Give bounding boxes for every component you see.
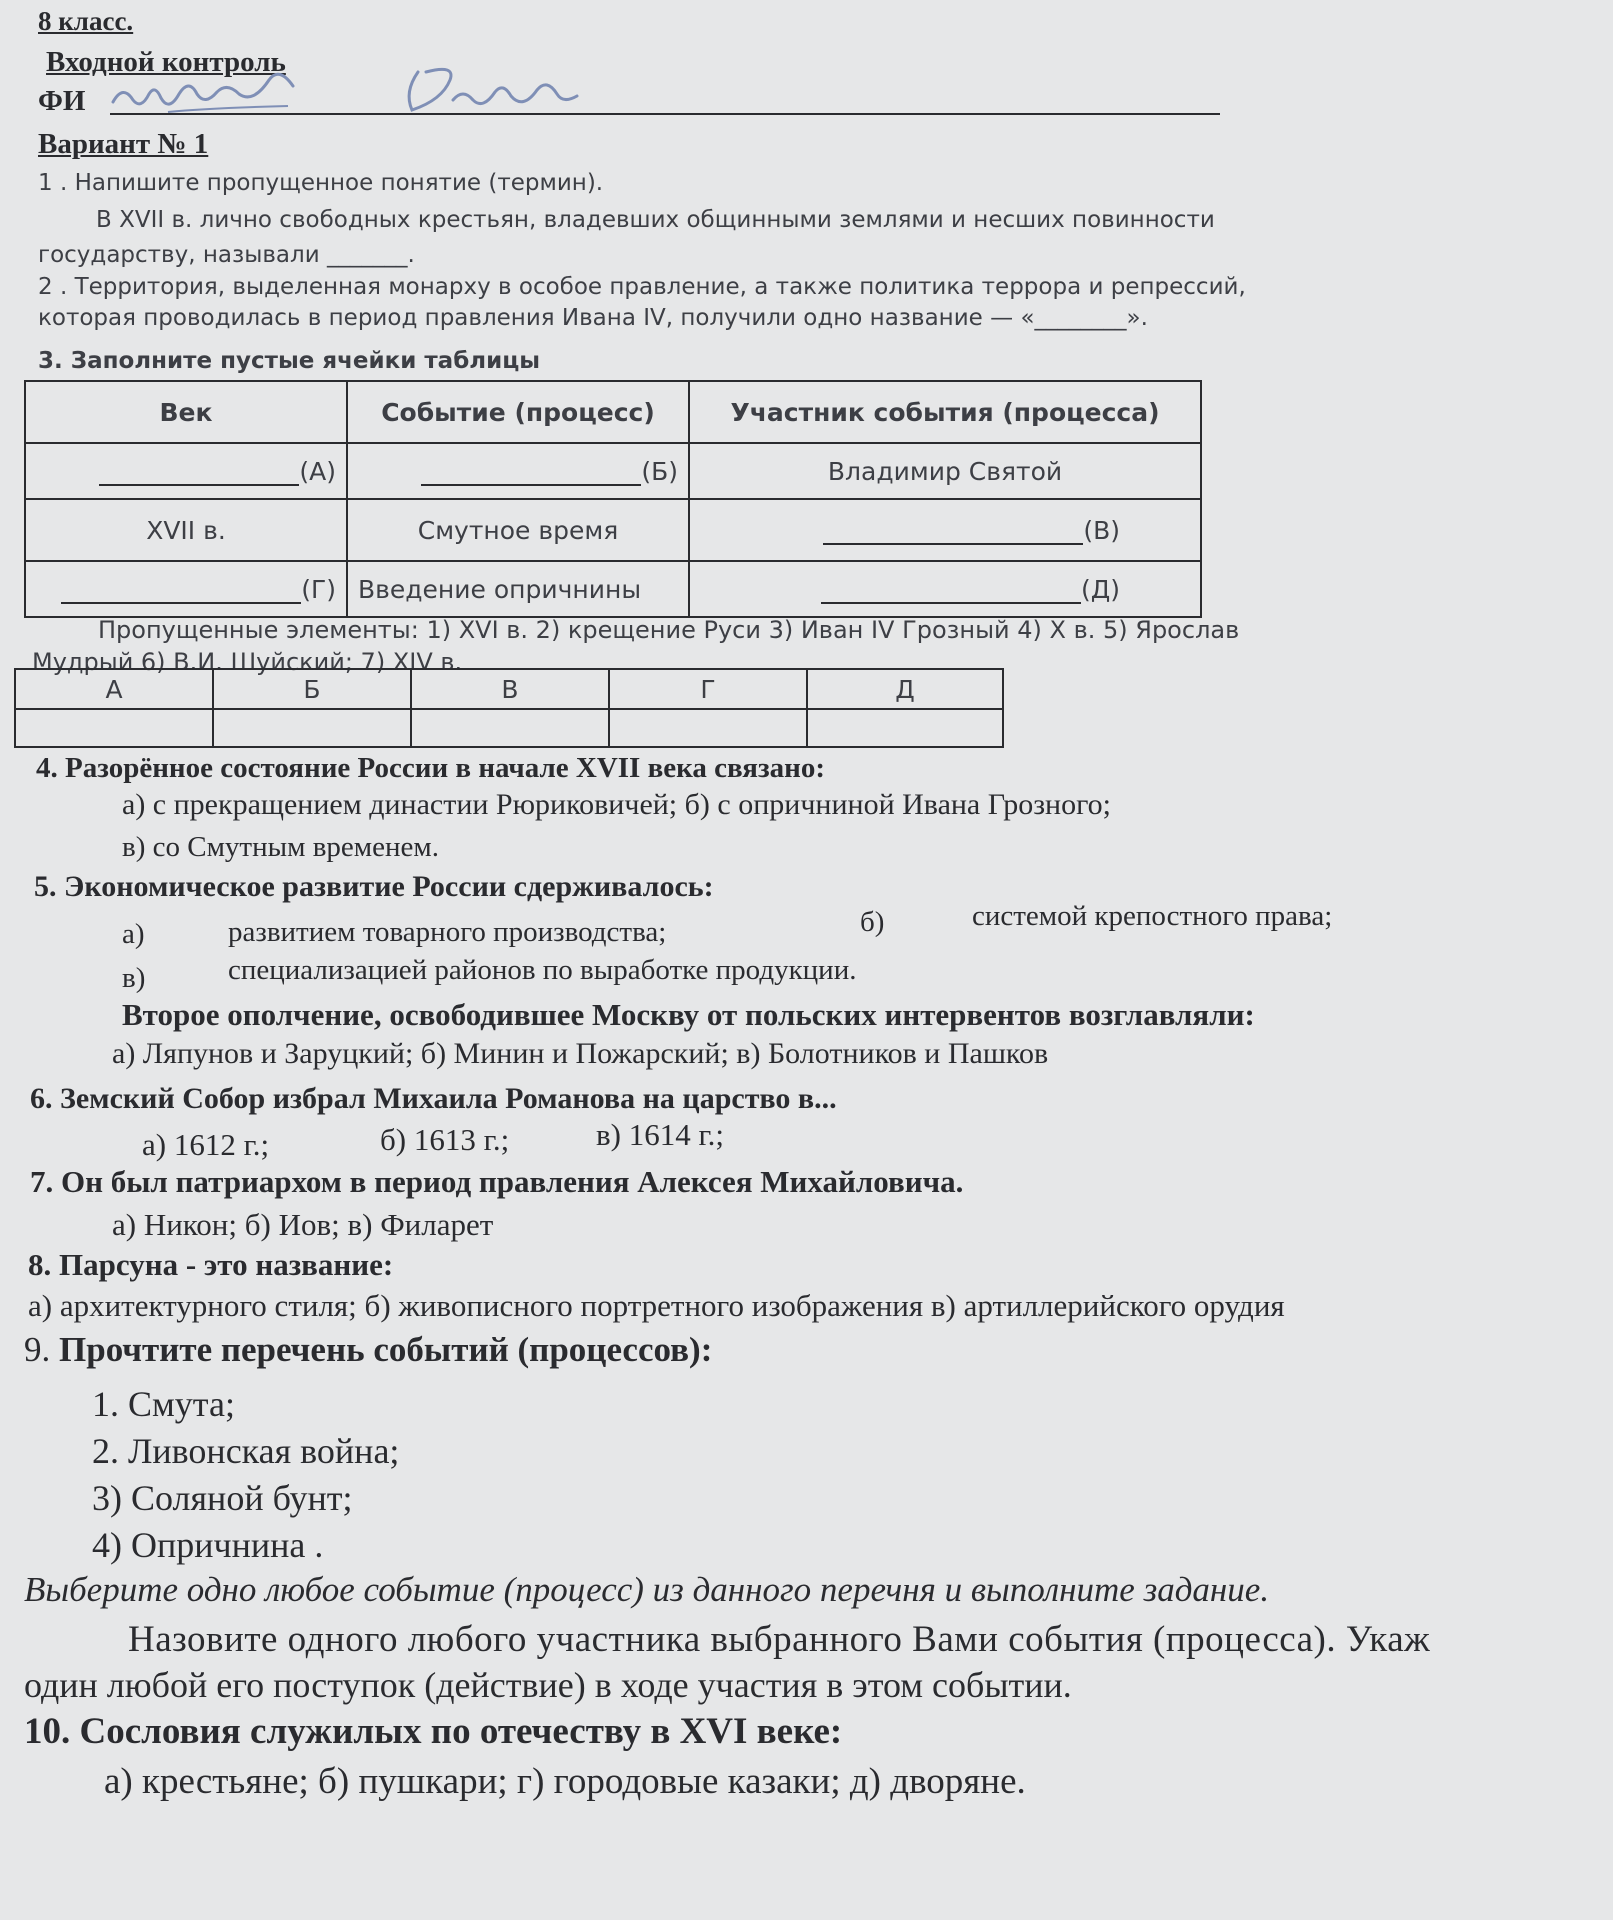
missing-elements-line2: Мудрый 6) В.И. Шуйский; 7) XIV в. [32, 648, 463, 676]
q6-option-a: а) 1612 г.; [142, 1127, 270, 1162]
table-header-cell: Век [25, 381, 347, 443]
q2-text-line2: которая проводилась в период правления Ивана IV, получили одно название — «________». [38, 305, 1148, 331]
table-row [25, 443, 1201, 499]
q8-title: 8. Парсуна - это название: [28, 1247, 394, 1282]
table-cell [689, 561, 1201, 617]
q6-option-b: б) 1613 г.; [380, 1122, 510, 1157]
q9-task2-line2: один любой его поступок (действие) в ходе участия в этом событии. [24, 1665, 1072, 1705]
militia-question-title: Второе ополчение, освободившее Москву от польских интервентов возглавляли: [122, 997, 1255, 1032]
answer-header-row [15, 669, 1003, 709]
q9-title [24, 1330, 712, 1370]
table-cell [347, 443, 689, 499]
q6-option-c: в) 1614 г.; [596, 1117, 725, 1152]
q10-title: 10. Сословия служилых по отечеству в XVI веке: [24, 1711, 843, 1752]
handwritten-name-signature [108, 62, 608, 122]
q9-item: 2. Ливонская война; [92, 1431, 400, 1471]
blank-marker: (Г) [301, 574, 336, 604]
q4-options-line2: в) со Смутным временем. [122, 831, 439, 863]
q3-title: 3. Заполните пустые ячейки таблицы [38, 348, 541, 374]
q5-option-b-marker: б) [860, 906, 885, 938]
q9-number: 9. [24, 1330, 59, 1369]
q9-item: 1. Смута; [92, 1384, 235, 1424]
q2-text-line1: 2 . Территория, выделенная монарху в особое правление, а также политика террора и репрессий, [38, 274, 1246, 300]
q7-options: а) Никон; б) Иов; в) Филарет [112, 1207, 494, 1242]
q9-item: 3) Соляной бунт; [92, 1478, 353, 1518]
q5-title: 5. Экономическое развитие России сдерживалось: [34, 870, 714, 903]
answer-table [14, 668, 1004, 748]
table-cell: Смутное время [347, 499, 689, 561]
answer-input-row [15, 709, 1003, 747]
q1-text-line2: государству, называли _______. [38, 242, 415, 268]
q1-title: 1 . Напишите пропущенное понятие (термин). [38, 170, 604, 196]
q9-task: Выберите одно любое событие (процесс) из данного перечня и выполните задание. [24, 1570, 1270, 1609]
table-header-row [25, 381, 1201, 443]
blank-marker: (Б) [641, 456, 678, 486]
q6-title: 6. Земский Собор избрал Михаила Романова на царство в... [30, 1082, 837, 1115]
q5-option-c-marker: в) [122, 962, 146, 994]
table-cell: XVII в. [25, 499, 347, 561]
q4-title: 4. Разорённое состояние России в начале XVII века связано: [36, 752, 826, 784]
answer-blank[interactable] [99, 458, 299, 486]
fi-label: ФИ [38, 85, 86, 117]
table-cell [25, 443, 347, 499]
answer-cell[interactable] [15, 709, 213, 747]
table-cell [25, 561, 347, 617]
table-cell: Введение опричнины [347, 561, 689, 617]
table-header-cell: Участник события (процесса) [689, 381, 1201, 443]
answer-cell[interactable] [213, 709, 411, 747]
blank-marker: (Д) [1080, 574, 1120, 604]
blank-marker: (А) [299, 456, 336, 486]
answer-cell[interactable] [609, 709, 807, 747]
missing-elements-line1: Пропущенные элементы: 1) XVI в. 2) крещение Руси 3) Иван IV Грозный 4) X в. 5) Ярослав [98, 616, 1240, 644]
grade-label: 8 класс. [38, 6, 134, 36]
answer-header-cell: Д [807, 669, 1003, 709]
table-row [25, 499, 1201, 561]
fill-table [24, 380, 1202, 618]
q5-option-a-marker: а) [122, 918, 145, 950]
q5-option-c: специализацией районов по выработке продукции. [228, 954, 857, 986]
answer-blank[interactable] [821, 576, 1081, 604]
q5-option-b: системой крепостного права; [972, 900, 1333, 932]
militia-question-options: а) Ляпунов и Заруцкий; б) Минин и Пожарский; в) Болотников и Пашков [112, 1037, 1049, 1070]
answer-blank[interactable] [421, 458, 641, 486]
answer-header-cell: Г [609, 669, 807, 709]
variant-label: Вариант № 1 [38, 128, 209, 160]
table-cell [689, 499, 1201, 561]
worksheet-title: Входной контроль [46, 46, 286, 78]
table-row [25, 561, 1201, 617]
q8-options: а) архитектурного стиля; б) живописного портретного изображения в) артиллерийского орудия [28, 1288, 1285, 1323]
q1-text-line1: В XVII в. лично свободных крестьян, владевших общинными землями и несших повинности [96, 207, 1215, 233]
table-cell: Владимир Святой [689, 443, 1201, 499]
q9-title-text: Прочтите перечень событий (процессов): [59, 1330, 713, 1369]
blank-marker: (В) [1083, 515, 1120, 545]
answer-cell[interactable] [411, 709, 609, 747]
answer-cell[interactable] [807, 709, 1003, 747]
q9-task2-line1: Назовите одного любого участника выбранного Вами события (процесса). Укаж [128, 1619, 1431, 1660]
q10-options: а) крестьяне; б) пушкари; г) городовые казаки; д) дворяне. [104, 1761, 1026, 1802]
answer-header-cell: В [411, 669, 609, 709]
answer-blank[interactable] [823, 517, 1083, 545]
table-header-cell: Событие (процесс) [347, 381, 689, 443]
q4-options-line1: а) с прекращением династии Рюриковичей; б) с опричниной Ивана Грозного; [122, 788, 1112, 821]
q5-option-a: развитием товарного производства; [228, 916, 667, 948]
q7-title: 7. Он был патриархом в период правления Алексея Михайловича. [30, 1164, 964, 1199]
answer-header-cell: Б [213, 669, 411, 709]
q9-item: 4) Опричнина . [92, 1525, 324, 1565]
answer-header-cell: А [15, 669, 213, 709]
answer-blank[interactable] [61, 576, 301, 604]
